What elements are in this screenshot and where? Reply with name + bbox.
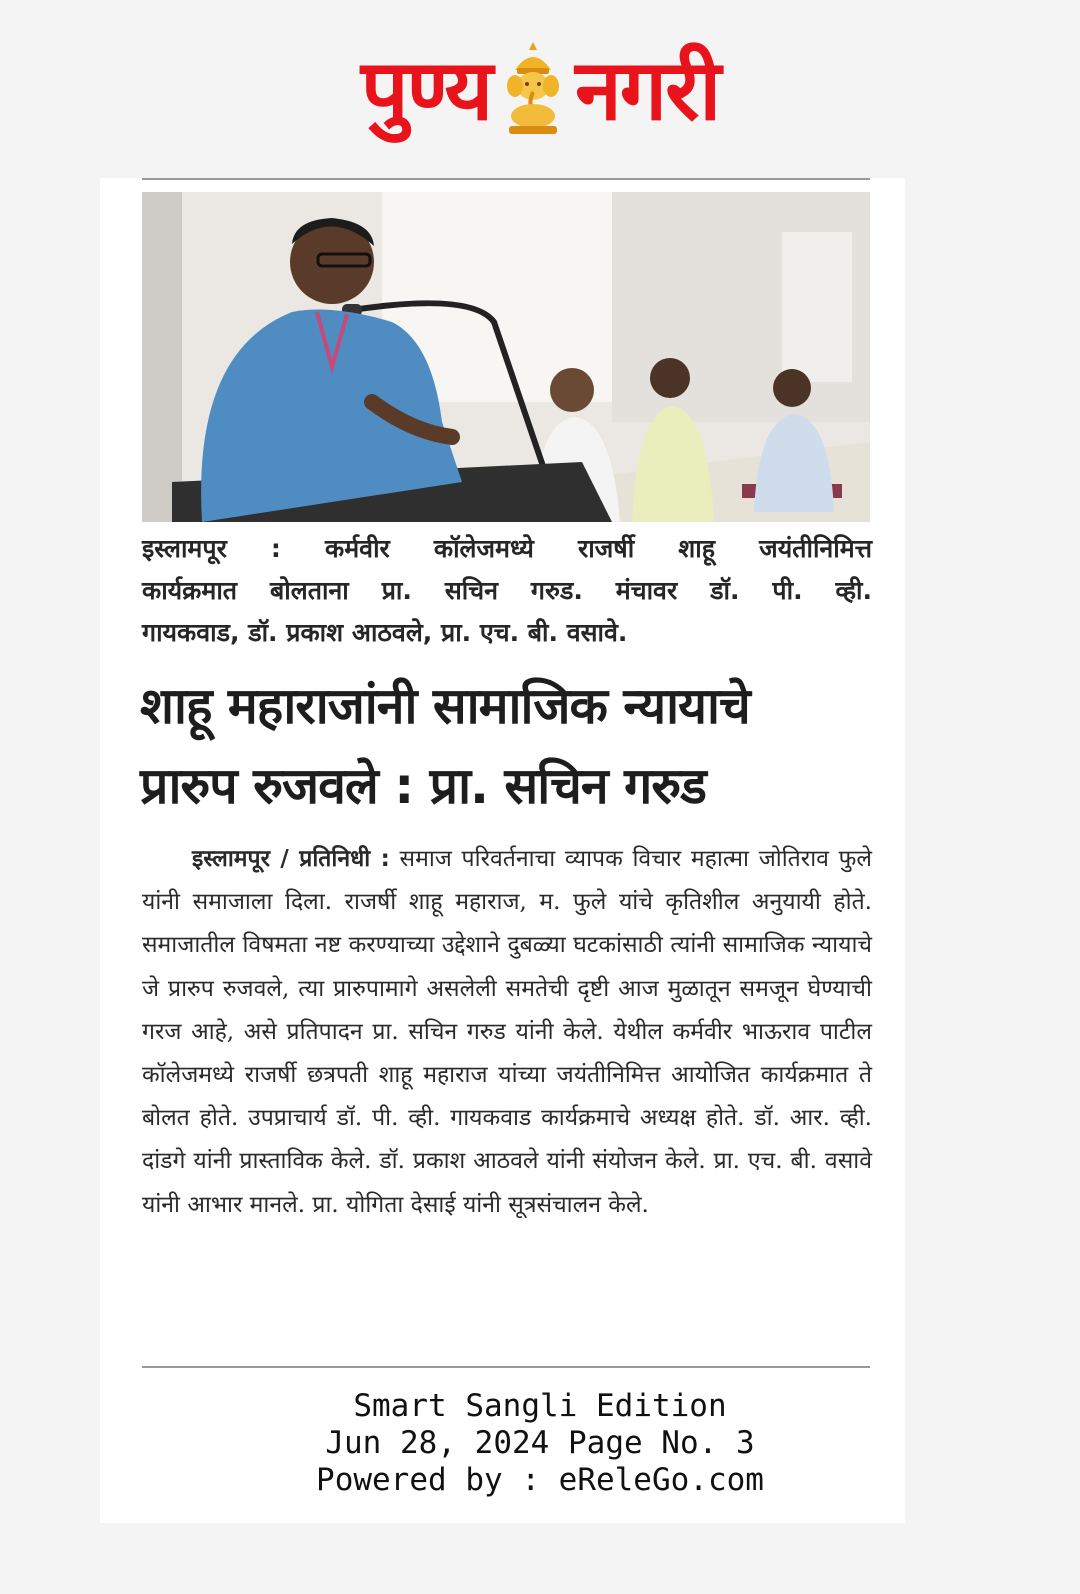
powered-by: Powered by : eReleGo.com (316, 1462, 764, 1498)
caption-line: इस्लामपूर : कर्मवीर कॉलेजमध्ये राजर्षी शाहू जयंतीनिमित्त (142, 534, 872, 563)
headline (140, 666, 875, 826)
masthead (0, 30, 1080, 150)
headline-line: प्रारुप रुजवले : प्रा. सचिन गरुड (140, 757, 706, 815)
speaker-at-podium-photo (142, 192, 870, 522)
photo-caption (142, 528, 872, 654)
article-text: समाज परिवर्तनाचा व्यापक विचार महात्मा जोतिराव फुले यांनी समाजाला दिला. राजर्षी शाहू महाराज, म. फुले यांचे कृतिशील अनुयायी होते. समाजातील विषमता नष्ट करण्याच्या उद्देशाने दुबळ्या घटकांसाठी त्यांनी सामाजिक न्यायाचे जे प्रारुप रुजवले, त्या प्रारुपामागे असलेली समतेची दृष्टी आज मुळातून समजून घेण्याची गरज आहे, असे प्रतिपादन प्रा. सचिन गरुड यांनी केले. येथील कर्मवीर भाऊराव पाटील कॉलेजमध्ये राजर्षी छत्रपती शाहू महाराज यांच्या जयंतीनिमित्त आयोजित कार्यक्रमात ते बोलत होते. उपप्राचार्य डॉ. पी. व्ही. गायकवाड कार्यक्रमाचे अध्यक्ष होते. डॉ. आर. व्ही. दांडगे यांनी प्रास्ताविक केले. डॉ. प्रकाश आठवले यांनी संयोजन केले. प्रा. एच. बी. वसावे यांनी आभार मानले. प्रा. योगिता देसाई यांनी सूत्रसंचालन केले. (142, 846, 872, 1218)
news-clipping (100, 178, 905, 1523)
edition-footer (0, 1388, 1080, 1499)
article-dateline: इस्लामपूर / प्रतिनिधी : (192, 846, 390, 872)
ganesha-emblem-icon (497, 40, 569, 140)
article-body (142, 838, 872, 1227)
headline-line: शाहू महाराजांनी सामाजिक न्यायाचे (140, 677, 750, 735)
caption-line: गायकवाड, डॉ. प्रकाश आठवले, प्रा. एच. बी. वसावे. (142, 618, 628, 647)
edition-name: Smart Sangli Edition (353, 1388, 727, 1424)
edition-date-page: Jun 28, 2024 Page No. 3 (325, 1425, 755, 1461)
masthead-left-word: पुण्य (360, 41, 492, 139)
masthead-right-word: नगरी (575, 41, 720, 139)
bottom-divider (142, 1366, 870, 1368)
top-divider (142, 178, 870, 180)
caption-line: कार्यक्रमात बोलताना प्रा. सचिन गरुड. मंचावर डॉ. पी. व्ही. (142, 576, 872, 605)
